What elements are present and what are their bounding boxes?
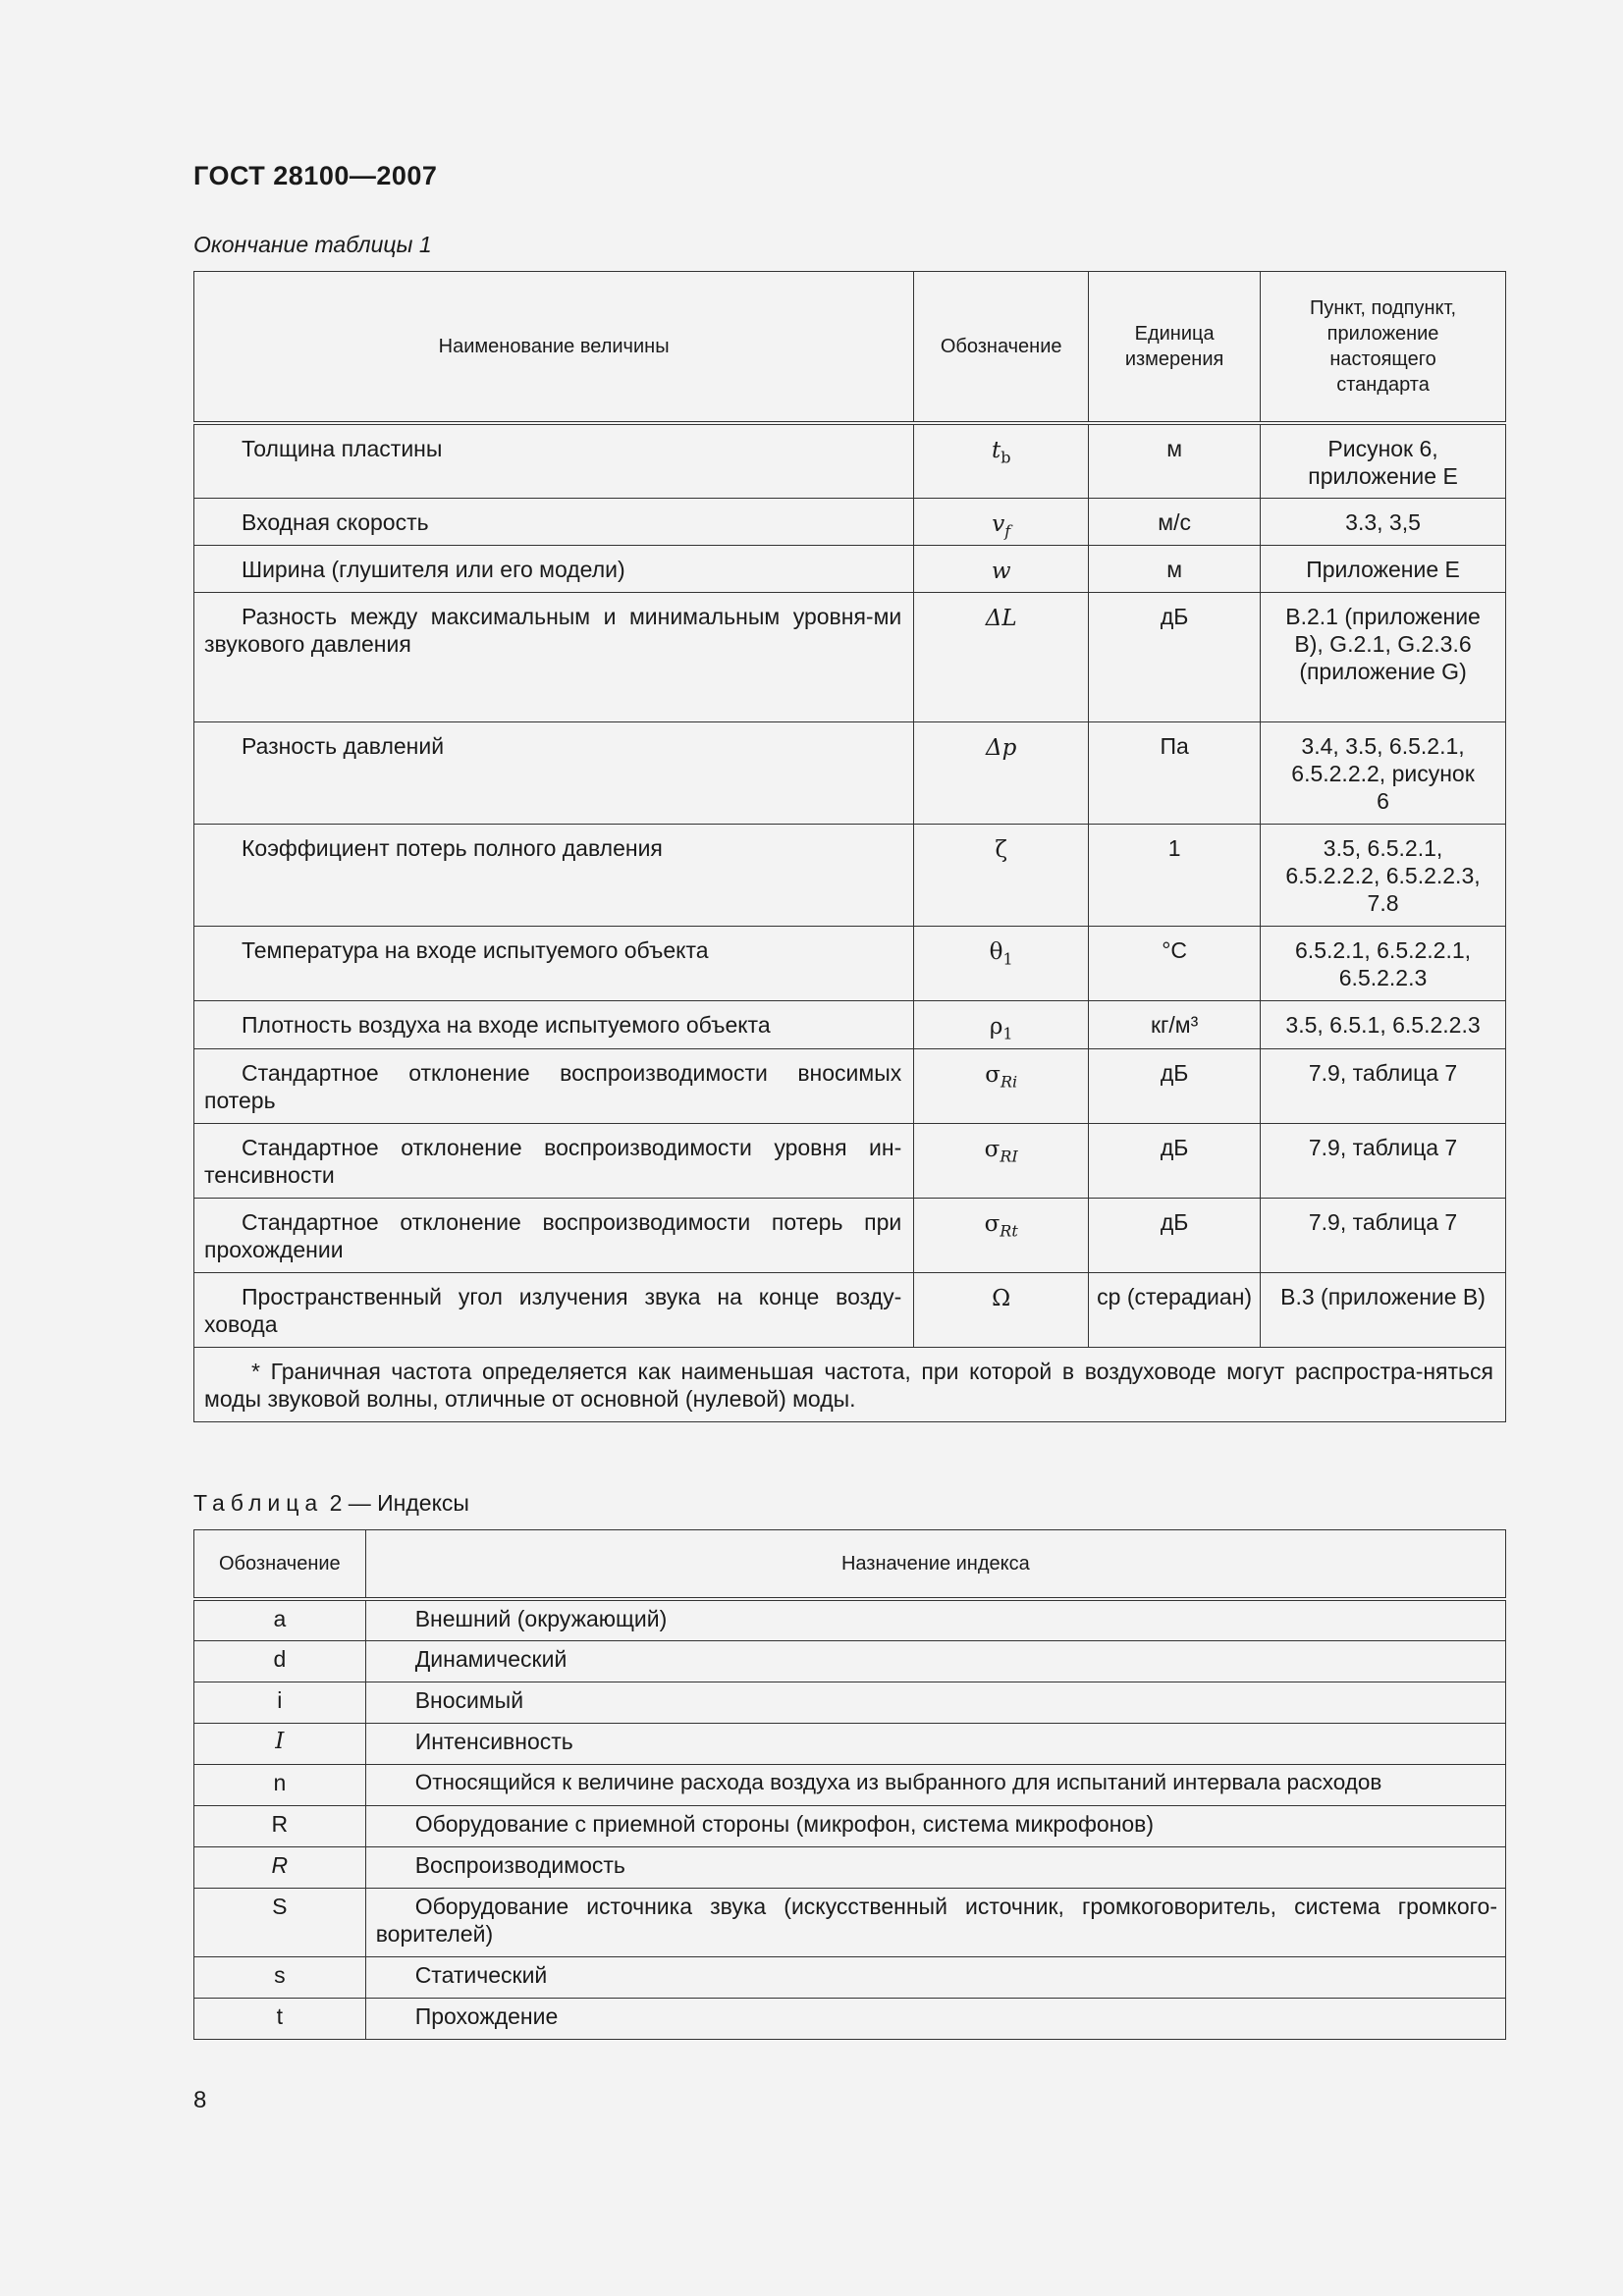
index-symbol: S: [194, 1888, 366, 1956]
index-purpose: Интенсивность: [414, 1728, 573, 1754]
table-row: [194, 1640, 1506, 1682]
quantity-ref: 3.5, 6.5.2.1, 6.5.2.2.2, 6.5.2.2.3, 7.8: [1261, 825, 1506, 927]
table1: [193, 271, 1506, 1422]
index-symbol: R: [194, 1846, 366, 1888]
index-purpose: Воспроизводимость: [414, 1851, 625, 1878]
table-row: [194, 1888, 1506, 1956]
quantity-name: Стандартное отклонение воспроизводимости потерь при прохождении: [204, 1208, 902, 1262]
quantity-name: Температура на входе испытуемого объекта: [242, 937, 709, 964]
quantity-name: Толщина пластины: [242, 436, 443, 461]
table-row: [194, 1272, 1506, 1347]
quantity-unit: 1: [1089, 825, 1261, 927]
quantity-ref: 3.4, 3.5, 6.5.2.1, 6.5.2.2.2, рисунок 6: [1261, 722, 1506, 825]
table2-caption-rest: 2 — Индексы: [329, 1490, 469, 1516]
quantity-unit: °С: [1089, 927, 1261, 1001]
document-header: ГОСТ 28100—2007: [193, 161, 438, 190]
quantity-ref: Рисунок 6, приложение Е: [1261, 423, 1506, 498]
table2-header-row: [194, 1530, 1506, 1600]
index-symbol: t: [194, 1998, 366, 2039]
quantity-name: Стандартное отклонение воспроизводимости уровня ин-тенсивности: [204, 1134, 902, 1188]
index-symbol: s: [194, 1956, 366, 1998]
page-number: 8: [193, 2087, 207, 2113]
quantity-name: Плотность воздуха на входе испытуемого объекта: [242, 1012, 771, 1039]
table-row: [194, 1723, 1506, 1764]
quantity-symbol: θ: [989, 939, 1003, 966]
quantity-name: Коэффициент потерь полного давления: [242, 835, 663, 862]
quantity-unit: м: [1089, 423, 1261, 498]
quantity-unit: ср (стерадиан): [1089, 1272, 1261, 1347]
table1-footnote: * Граничная частота определяется как наименьшая частота, при которой в воздуховоде могут распростра-няться моды звуковой волны, отличные от основной (нулевой) моды.: [204, 1358, 1493, 1412]
col-header-index-purpose: Назначение индекса: [365, 1530, 1505, 1600]
quantity-symbol: σ: [985, 1061, 1001, 1088]
table-row: [194, 1682, 1506, 1723]
index-purpose: Статический: [414, 1961, 548, 1988]
quantity-name: Разность между максимальным и минимальным уровня-ми звукового давления: [204, 604, 902, 658]
quantity-symbol: ρ: [989, 1014, 1003, 1041]
quantity-name: Разность давлений: [242, 733, 445, 760]
index-symbol: a: [194, 1599, 366, 1640]
quantity-name: Входная скорость: [242, 508, 429, 535]
quantity-symbol-sub: b: [1001, 448, 1011, 467]
table-row: [194, 1764, 1506, 1805]
table-row: [194, 1599, 1506, 1640]
table-row: [194, 1846, 1506, 1888]
quantity-ref: 3.3, 3,5: [1261, 498, 1506, 546]
index-symbol: d: [194, 1640, 366, 1682]
quantity-symbol: t: [991, 438, 1001, 463]
table2-caption-prefix: Таблица: [193, 1490, 324, 1516]
quantity-ref: В.3 (приложение В): [1261, 1272, 1506, 1347]
col-header-symbol: Обозначение: [914, 272, 1089, 424]
col-header-ref: Пункт, подпункт, приложение настоящего стандарта: [1261, 272, 1506, 424]
index-purpose: Оборудование источника звука (искусственный источник, громкоговоритель, система громкого-ворителей): [375, 1893, 1497, 1947]
col-header-name: Наименование величины: [194, 272, 914, 424]
table-row: [194, 1123, 1506, 1198]
quantity-symbol: Δp: [986, 735, 1017, 762]
col-header-unit: Единица измерения: [1089, 272, 1261, 424]
quantity-symbol: Ω: [992, 1285, 1011, 1311]
quantity-symbol: ζ: [995, 837, 1007, 864]
col-header-index-symbol: Обозначение: [194, 1530, 366, 1600]
quantity-ref: В.2.1 (приложение В), G.2.1, G.2.3.6 (приложение G): [1261, 593, 1506, 722]
quantity-unit: дБ: [1089, 1123, 1261, 1198]
quantity-ref: 7.9, таблица 7: [1261, 1123, 1506, 1198]
table1-header-row: [194, 272, 1506, 424]
index-symbol: n: [194, 1764, 366, 1805]
quantity-symbol-sub: f: [1004, 521, 1011, 541]
quantity-name: Стандартное отклонение воспроизводимости вносимых потерь: [204, 1059, 902, 1113]
index-purpose: Прохождение: [414, 2002, 559, 2029]
table2: [193, 1529, 1506, 2040]
table-row: [194, 825, 1506, 927]
index-symbol: I: [194, 1723, 366, 1764]
table-row: [194, 498, 1506, 546]
table-row: [194, 423, 1506, 498]
table-row: [194, 1805, 1506, 1846]
quantity-unit: дБ: [1089, 1048, 1261, 1123]
quantity-unit: кг/м³: [1089, 1001, 1261, 1049]
table-row: [194, 1198, 1506, 1272]
quantity-name: Ширина (глушителя или его модели): [242, 557, 625, 583]
quantity-symbol: ΔL: [985, 606, 1017, 632]
table-row: [194, 1998, 1506, 2039]
quantity-symbol: σ: [984, 1210, 1001, 1237]
index-purpose: Динамический: [414, 1645, 568, 1672]
quantity-unit: дБ: [1089, 1198, 1261, 1272]
quantity-ref: 6.5.2.1, 6.5.2.2.1, 6.5.2.2.3: [1261, 927, 1506, 1001]
table-row: [194, 546, 1506, 593]
table1-caption: Окончание таблицы 1: [193, 232, 432, 257]
quantity-symbol-sub: RI: [1000, 1147, 1018, 1166]
table-row: [194, 722, 1506, 825]
table-row: [194, 1048, 1506, 1123]
quantity-unit: м/с: [1089, 498, 1261, 546]
quantity-ref: 7.9, таблица 7: [1261, 1198, 1506, 1272]
index-symbol: R: [194, 1805, 366, 1846]
index-symbol: i: [194, 1682, 366, 1723]
quantity-ref: Приложение Е: [1261, 546, 1506, 593]
quantity-unit: Па: [1089, 722, 1261, 825]
quantity-symbol-sub: Ri: [1000, 1072, 1018, 1092]
table2-caption: [193, 1490, 469, 1517]
table-row: [194, 927, 1506, 1001]
index-purpose: Оборудование с приемной стороны (микрофон, система микрофонов): [414, 1810, 1155, 1837]
quantity-ref: 7.9, таблица 7: [1261, 1048, 1506, 1123]
quantity-name: Пространственный угол излучения звука на конце возду-ховода: [204, 1283, 902, 1337]
quantity-symbol-sub: 1: [1002, 1024, 1013, 1043]
quantity-unit: дБ: [1089, 593, 1261, 722]
quantity-symbol: v: [992, 510, 1005, 537]
index-purpose: Вносимый: [414, 1686, 524, 1713]
quantity-unit: м: [1089, 546, 1261, 593]
index-purpose: Относящийся к величине расхода воздуха из выбранного для испытаний интервала расходов: [414, 1769, 1382, 1794]
quantity-ref: 3.5, 6.5.1, 6.5.2.2.3: [1261, 1001, 1506, 1049]
quantity-symbol-sub: Rt: [1000, 1221, 1018, 1241]
quantity-symbol: σ: [984, 1136, 1001, 1162]
table-row: [194, 1956, 1506, 1998]
quantity-symbol-sub: 1: [1002, 949, 1013, 969]
table-footnote-row: [194, 1347, 1506, 1421]
table-row: [194, 1001, 1506, 1049]
table-row: [194, 593, 1506, 722]
index-purpose: Внешний (окружающий): [414, 1606, 668, 1631]
quantity-symbol: w: [991, 559, 1011, 585]
